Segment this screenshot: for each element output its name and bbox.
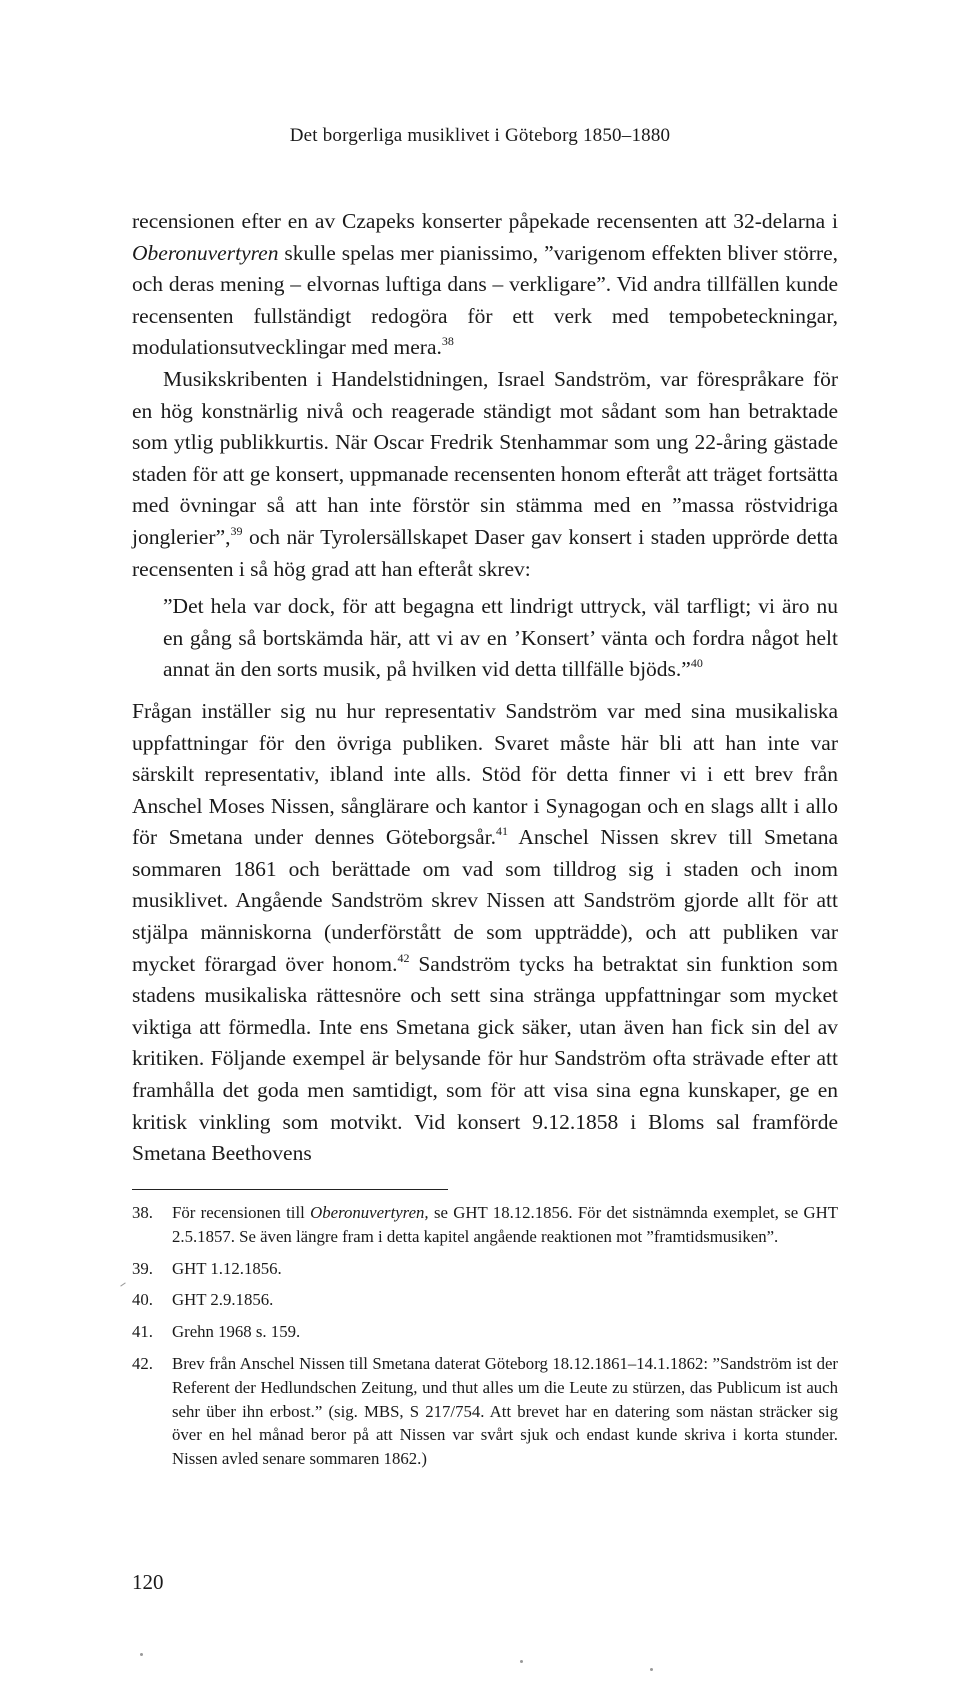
footnote-40 [132, 1288, 838, 1312]
page-number: 120 [132, 1570, 164, 1594]
text-run: se GHT 18.12.1856. För det sistnämnda exemplet, se GHT 2.5.1857. Se även längre fram i detta kapitel angående reaktionen mot ”framtidsmusiken”. [172, 1203, 839, 1246]
scan-speck [140, 1653, 143, 1656]
work-title: Oberonuvertyren [132, 240, 279, 265]
text-run: För recensionen till [172, 1203, 311, 1222]
scan-speck [520, 1660, 523, 1663]
footnote-38 [132, 1201, 838, 1249]
text-run: skulle spelas mer pianissimo, ”varigenom effekten bliver större, och deras mening – elvornas luftiga dans – verkligare”. Vid andra tillfällen kunde recensenten fullständigt redogöra för ett verk med tempobeteckningar, modulationsutvecklingar med mera. [132, 240, 838, 360]
text-run: och när Tyrolersällskapet Daser gav konsert i staden upprörde detta recensenten i så hög grad att han efteråt skrev: [132, 524, 838, 581]
footnote-number: 39. [132, 1258, 153, 1278]
work-title: Oberonuvertyren, [310, 1203, 429, 1222]
footnote-ref-41[interactable]: 41 [496, 824, 508, 839]
footnote-number: 41. [132, 1322, 153, 1342]
footnote-number: 42. [132, 1353, 153, 1373]
footnote-ref-42[interactable]: 42 [397, 950, 410, 965]
scan-speck [650, 1668, 653, 1671]
running-head: Det borgerliga musiklivet i Göteborg 1850–1880 [289, 125, 671, 146]
footnote-text [172, 1201, 838, 1249]
footnote-39 [132, 1257, 838, 1281]
block-quote [163, 591, 838, 686]
quote-text: ”Det hela var dock, för att begagna ett lindrigt uttryck, väl tarfligt; vi äro nu en gång så bortskämda här, att vi av en ’Konsert’ vänta och fordra något helt annat än den sorts musik, på hvilken vid detta tillfälle bjöds.” [163, 594, 838, 682]
paragraph-1 [132, 206, 838, 364]
footnote-ref-40[interactable]: 40 [690, 656, 703, 671]
footnote-separator [132, 1189, 448, 1190]
paragraph-3 [132, 696, 838, 1170]
footnote-text: GHT 2.9.1856. [172, 1290, 274, 1310]
footnote-ref-39[interactable]: 39 [230, 523, 243, 538]
text-run: Musikskribenten i Handelstidningen, Israel Sandström, var förespråkare för en hög konstnärlig nivå och reagerade ständigt mot sådant som han betraktade som ytlig publikkurtis. När Oscar Fredrik Stenhammar som ung 22-åring gästade staden för att ge konsert, uppmanade recensenten honom efteråt att träget fortsätta med övningar så att han inte förstör sin stämma med en ”massa röstvidriga jonglerier”, [132, 366, 838, 549]
footnote-text: GHT 1.12.1856. [172, 1258, 282, 1278]
footnote-text: Grehn 1968 s. 159. [172, 1322, 301, 1342]
text-run: Sandström tycks ha betraktat sin funktion som stadens musikaliska rättesnöre och sett sina stränga uppfattningar som mycket viktiga att förmedla. Inte ens Smetana gick säker, utan även han fick sin del av kritiken. Följande exempel är belysande för hur Sandström ofta strävade efter att framhålla det goda men samtidigt, som för att visa sina egna kunskaper, ge en kritisk vinkling som motvikt. Vid konsert 9.12.1858 i Bloms sal framförde Smetana Beethovens [132, 951, 838, 1166]
text-run: recensionen efter en av Czapeks konserter påpekade recensenten att 32-delarna i [132, 209, 838, 233]
footnote-number: 38. [132, 1203, 153, 1222]
footnote-number: 40. [132, 1290, 153, 1310]
text-run: Frågan inställer sig nu hur representativ Sandström var med sina musikaliska uppfattningar för den övriga publiken. Svaret måste här bli att han inte var särskilt representativ, ibland inte alls. Stöd för detta finner vi i ett brev från Anschel Moses Nissen, sånglärare och kantor i Synagogan och en slags allt i allo för Smetana under dennes Göteborgsår. [132, 698, 838, 850]
footnote-41 [132, 1320, 838, 1344]
footnote-text: Brev från Anschel Nissen till Smetana daterat Göteborg 18.12.1861–14.1.1862: ”Sandström ist der Referent der Hedlundschen Zeitung, und thut alles um die Leute zu stürzen, das Publicum ist auch sehr über ihn erbost.” (sig. MBS, S 217/754. Att brevet har en datering som nästan sträcker sig över en hel månad beror på att Nissen var svårt sjuk och endast kunde skriva i korta stunder. Nissen avled senare sommaren 1862.) [172, 1353, 838, 1469]
text-run: Anschel Nissen skrev till Smetana sommaren 1861 och berättade om vad som tilldrog sig i staden och inom musiklivet. Angående Sandström skrev Nissen att Sandström gjorde allt för att stjälpa människorna (underförstått de som uppträdde), och att publiken var mycket förargad över honom. [132, 825, 838, 976]
footnote-ref-38[interactable]: 38 [441, 334, 454, 349]
paragraph-2 [132, 364, 838, 585]
footnote-42 [132, 1352, 838, 1471]
main-text [132, 206, 838, 1170]
scan-mark [120, 1282, 125, 1286]
footnotes [132, 1201, 838, 1479]
